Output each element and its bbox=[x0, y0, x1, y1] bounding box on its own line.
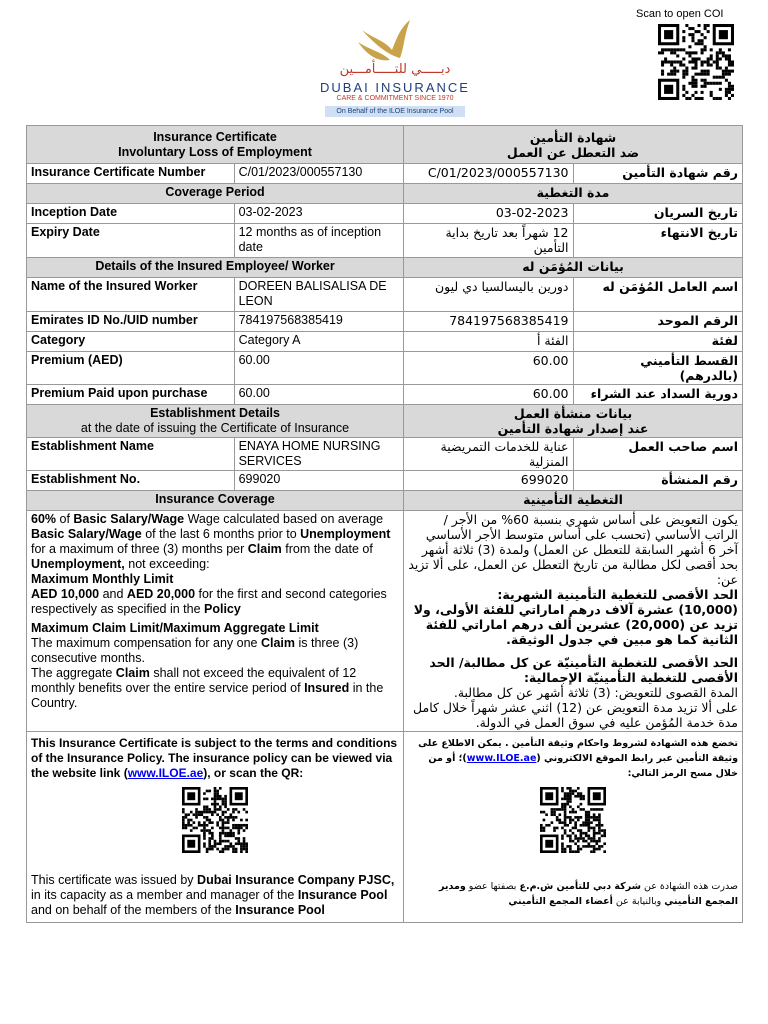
expiry-value: 12 months as of inception date bbox=[234, 224, 403, 258]
category-label-ar: لفئة bbox=[573, 332, 743, 352]
dubai-insurance-logo bbox=[300, 10, 490, 120]
max-monthly-heading: Maximum Monthly Limit bbox=[31, 572, 174, 586]
establishment-name-label: Establishment Name bbox=[27, 438, 235, 471]
iloe-link[interactable]: www.ILOE.ae bbox=[127, 766, 204, 780]
establishment-subheader: at the date of issuing the Certificate of Insurance bbox=[80, 421, 350, 435]
insured-header-row bbox=[27, 258, 743, 278]
insured-header: Details of the Insured Employee/ Worker bbox=[27, 258, 404, 278]
premium-paid-value-ar: 60.00 bbox=[404, 385, 573, 405]
inception-label: Inception Date bbox=[27, 204, 235, 224]
establishment-name-value-ar: عناية للخدمات التمريضية المنزلية bbox=[404, 438, 573, 471]
coverage-header: Insurance Coverage bbox=[27, 491, 404, 511]
premium-paid-row bbox=[27, 385, 743, 405]
coverage-header-row bbox=[27, 491, 743, 511]
top-qr-code[interactable] bbox=[656, 24, 736, 100]
issued-text-ar: صدرت هذه الشهادة عن شركة دبي للتأمين ش.م.ع بصفتها عضو ومدير المجمع التأميني وبالنيابة عن أعضاء المجمع التأميني bbox=[439, 881, 738, 907]
logo-arabic-name: دبـــــي للتـــــأمـــين bbox=[339, 62, 451, 77]
issued-text-en: This certificate was issued by Dubai Insurance Company PJSC, in its capacity as a member and manager of the Insurance Pool and on behalf of the members of the Insurance Pool bbox=[31, 873, 395, 917]
expiry-label: Expiry Date bbox=[27, 224, 235, 258]
establishment-no-row bbox=[27, 471, 743, 491]
establishment-no-label-ar: رقم المنشأة bbox=[573, 471, 743, 491]
worker-value: DOREEN BALISALISA DE LEON bbox=[234, 278, 403, 312]
coverage-text-en: 60% of Basic Salary/Wage Wage calculated based on average Basic Salary/Wage of the last 6 months prior to Unemployment for a maximum of three (3) months per Claim from the date of Unemployment, not exceeding: Maximum Monthly Limit AED 10,000 and AED 20,000 for the first and second categories respectively as specified in the Policy Maximum Claim Limit/Maximum Aggregate Limit The maximum compensation for any one Claim is three (3) consecutive months. The aggregate Claim shall not exceed the equivalent of 12 monthly benefits over the entire service period of Insured in the Country. bbox=[27, 511, 404, 732]
establishment-name-value: ENAYA HOME NURSING SERVICES bbox=[234, 438, 403, 471]
max-claim-heading: Maximum Claim Limit/Maximum Aggregate Limit bbox=[31, 621, 319, 635]
terms-row bbox=[27, 732, 743, 923]
emirates-id-value: 784197568385419 bbox=[234, 312, 403, 332]
terms-ar: تخضع هذه الشهادة لشروط واحكام وثيقة التأمين . يمكن الاطلاع على وثيقة التأمين عبر رابط الموقع الالكتروني (www.ILOE.ae)؛ أو من خلال مسح الرمز التالي: صدرت هذه الشهادة عن شركة دبي للتأمين ش.م.ع بصفتها عضو ومدير المجمع التأميني وبالنيابة عن أعضاء المجمع التأميني bbox=[404, 732, 743, 923]
title-ar-line1: شهادة التأمين bbox=[529, 129, 617, 145]
emirates-id-row bbox=[27, 312, 743, 332]
category-value: Category A bbox=[234, 332, 403, 352]
establishment-no-value-ar: 699020 bbox=[404, 471, 573, 491]
coverage-body-row bbox=[27, 511, 743, 732]
worker-value-ar: دورين باليسالسيا دي ليون bbox=[404, 278, 573, 312]
coverage-period-header-row bbox=[27, 184, 743, 204]
logo-name: DUBAI INSURANCE bbox=[320, 80, 470, 95]
expiry-row bbox=[27, 224, 743, 258]
logo-ribbon: On Behalf of the ILOE Insurance Pool bbox=[325, 106, 465, 117]
insured-header-ar: بيانات المُؤمَن له bbox=[404, 258, 743, 278]
qr-label: Scan to open COI bbox=[636, 8, 724, 20]
inception-label-ar: تاريخ السريان bbox=[573, 204, 743, 224]
worker-row bbox=[27, 278, 743, 312]
establishment-no-label: Establishment No. bbox=[27, 471, 235, 491]
premium-row bbox=[27, 352, 743, 385]
title-row bbox=[27, 126, 743, 164]
establishment-name-label-ar: اسم صاحب العمل bbox=[573, 438, 743, 471]
premium-paid-label-ar: دورية السداد عند الشراء bbox=[573, 385, 743, 405]
certificate-table bbox=[26, 125, 743, 923]
premium-label-ar: القسط التأميني (بالدرهم) bbox=[573, 352, 743, 385]
title-ar-line2: ضد التعطل عن العمل bbox=[506, 144, 640, 160]
worker-label-ar: اسم العامل المُؤمَن له bbox=[573, 278, 743, 312]
emirates-id-label: Emirates ID No./UID number bbox=[27, 312, 235, 332]
inception-value: 03-02-2023 bbox=[234, 204, 403, 224]
iloe-link-ar[interactable]: www.ILOE.ae bbox=[466, 753, 537, 764]
coverage-period-header-ar: مدة التغطية bbox=[404, 184, 743, 204]
establishment-no-value: 699020 bbox=[234, 471, 403, 491]
premium-paid-value: 60.00 bbox=[234, 385, 403, 405]
cert-number-value-ar: C/01/2023/000557130 bbox=[404, 164, 573, 184]
terms-en: This Insurance Certificate is subject to the terms and conditions of the Insurance Policy. The insurance policy can be viewed via the website link (www.ILOE.ae), or scan the QR: This certificate was issued by Dubai Insurance Company PJSC, in its capacity as a member and manager of the Insurance Pool and on behalf of the members of the Insurance Pool bbox=[27, 732, 404, 923]
emirates-id-label-ar: الرقم الموحد bbox=[573, 312, 743, 332]
establishment-subheader-ar: عند إصدار شهادة التأمين bbox=[497, 421, 649, 436]
policy-qr-code-icon[interactable] bbox=[180, 787, 250, 853]
cert-number-row bbox=[27, 164, 743, 184]
title-en-line1: Insurance Certificate bbox=[153, 129, 277, 144]
establishment-name-row bbox=[27, 438, 743, 471]
category-label: Category bbox=[27, 332, 235, 352]
cert-number-value: C/01/2023/000557130 bbox=[234, 164, 403, 184]
expiry-label-ar: تاريخ الانتهاء bbox=[573, 224, 743, 258]
category-row bbox=[27, 332, 743, 352]
premium-value-ar: 60.00 bbox=[404, 352, 573, 385]
coverage-header-ar: التغطية التأمينية bbox=[404, 491, 743, 511]
policy-qr-code-ar-icon[interactable] bbox=[538, 787, 608, 853]
category-value-ar: الفئة أ bbox=[404, 332, 573, 352]
coverage-text-ar: يكون التعويض على أساس شهري بنسبة 60% من الأجر / الراتب الأساسي (تحسب على أساس متوسط الأجر الأساسي آخر 6 أشهر السابقة للتعطل عن العمل) ولمدة (3) ثلاثة أشهر بحد أقصى لكل مطالبة من تاريخ التعطل عن العمل، على ألا تزيد عن: الحد الأقصى للتغطية التأمينية الشهرية: (10,000) عشرة آلاف درهم اماراتي للفئة الأولى، ولا تزيد عن (20,000) عشرين ألف درهم اماراتي للفئة الثانية كما هو مبين في جدول الوثيقة. الحد الأقصى للتغطية التأمينيّة عن كل مطالبة/ الحد الأقصى للتغطية التأمينيّة الإجمالية: المدة القصوى للتعويض: (3) ثلاثة أشهر عن كل مطالبة. على ألا تزيد مدة التعويض عن (12) اثني عشر شهراً خلال كامل مدة خدمة المُؤمن عليه في سوق العمل في الدولة. bbox=[404, 511, 743, 732]
coverage-period-header: Coverage Period bbox=[27, 184, 404, 204]
logo-tagline: CARE & COMMITMENT SINCE 1970 bbox=[336, 95, 454, 102]
worker-label: Name of the Insured Worker bbox=[27, 278, 235, 312]
inception-value-ar: 03-02-2023 bbox=[404, 204, 573, 224]
establishment-header-row bbox=[27, 405, 743, 438]
premium-paid-label: Premium Paid upon purchase bbox=[27, 385, 235, 405]
cert-number-label-ar: رقم شهادة التأمين bbox=[573, 164, 743, 184]
title-en-line2: Involuntary Loss of Employment bbox=[118, 144, 312, 159]
cert-number-label: Insurance Certificate Number bbox=[27, 164, 235, 184]
premium-label: Premium (AED) bbox=[27, 352, 235, 385]
establishment-header: Establishment Details bbox=[150, 406, 280, 420]
premium-value: 60.00 bbox=[234, 352, 403, 385]
establishment-header-ar: بيانات منشأة العمل bbox=[513, 406, 633, 421]
qr-code-icon bbox=[656, 24, 736, 100]
inception-row bbox=[27, 204, 743, 224]
emirates-id-value-ar: 784197568385419 bbox=[404, 312, 573, 332]
expiry-value-ar: 12 شهراً بعد تاريخ بداية التأمين bbox=[404, 224, 573, 258]
